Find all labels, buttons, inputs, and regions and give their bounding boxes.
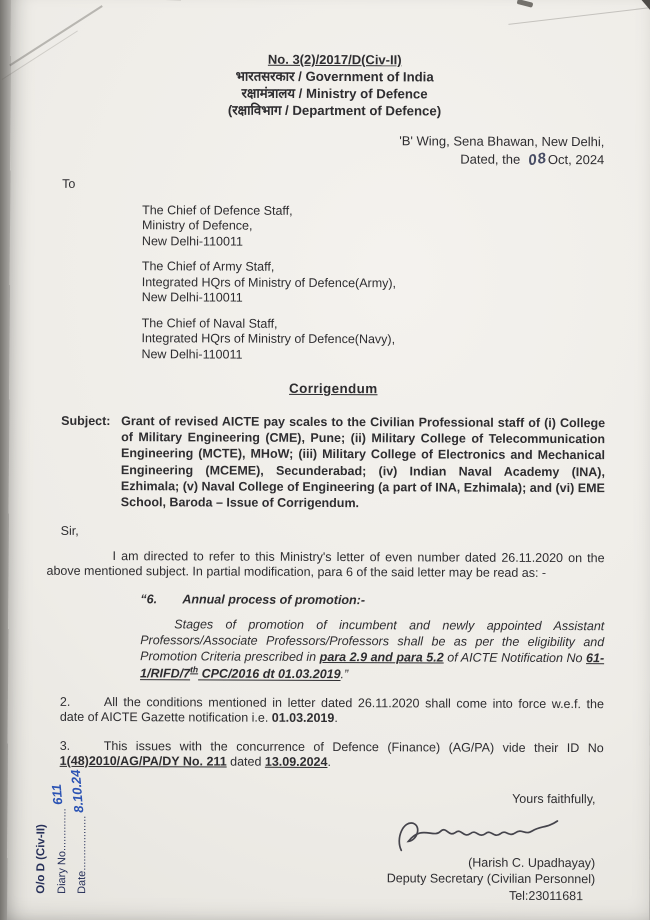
bold-date: 13.09.2024 [264, 754, 328, 770]
office-stamp [33, 764, 98, 894]
salutation: Sir, [60, 524, 79, 539]
handwritten-diary-number: 611 [48, 783, 66, 806]
place-date-block [62, 131, 606, 169]
signatory-designation: Deputy Secretary (Civilian Personnel) [386, 871, 596, 887]
recipient-line: Ministry of Defence, [141, 218, 253, 234]
quote-bold-ref-3: CPC/2016 dt 01.03.2019 [198, 667, 341, 682]
quote-text: Stages of promotion of incumbent and newly appointed Assistant Professors/Associate Professors/Professors shall be as per the eligibility and Promotion Criteria prescribed in [140, 617, 605, 665]
para-text: This issues with the concurrence of Defence (Finance) (AG/PA) vide their ID No [103, 738, 604, 755]
recipient-line: New Delhi-110011 [141, 290, 243, 305]
paragraph-1: I am directed to refer to this Ministry's letter of even number dated 26.11.2020 on the above mentioned subject. In partial modification, para 6 of the said letter may be read as: - [46, 549, 605, 581]
handwritten-date-day: 08 [526, 149, 549, 170]
bold-date: 01.03.2019 [271, 710, 335, 726]
stamp-date-line [67, 764, 92, 894]
recipient-block-army-staff [142, 260, 606, 309]
recipient-line: Integrated HQrs of Ministry of Defence(Army), [141, 275, 397, 291]
diary-dots: .............. [56, 808, 69, 852]
recipient-line: The Chief of Naval Staff, [141, 316, 278, 331]
date-prefix: Dated, the [460, 152, 521, 168]
quote-heading [140, 592, 604, 610]
recipient-line: New Delhi-110011 [141, 347, 243, 362]
valediction: Yours faithfully, [512, 791, 596, 806]
to-label: To [62, 177, 76, 192]
para-number: 2. [59, 694, 71, 709]
signature-scribble-icon [391, 808, 569, 859]
subject-block [61, 413, 605, 513]
quote-number: “6. [140, 592, 158, 607]
handwritten-stamp-date: 8.10.24 [67, 768, 87, 814]
letter-page [7, 0, 650, 920]
recipient-line: The Chief of Army Staff, [141, 259, 275, 275]
letter-content [7, 0, 650, 920]
stamp-date-label: Date [76, 870, 89, 894]
signature-block [59, 789, 603, 904]
heading-wrap [61, 380, 605, 399]
subject-text: Grant of revised AICTE pay scales to the Civilian Professional staff of (i) College of Military Engineering (CME), Pune; (ii) Military College of Telecommunication Engineering (MCTE), MHoW; (iii) Military College of Electronics and Mechanical Engineering (MCEME), Secunderabad; (iv) Indian Naval Academy (INA), Ezhimala; (v) Naval College of Engineering (a part of INA, Ezhimala); and (vi) EME School, Baroda – Issue of Corrigendum. [120, 414, 606, 511]
quote-bold-ref-1: para 2.9 and para 5.2 [319, 650, 444, 665]
reference-number: No. 3(2)/2017/D(Civ-II) [267, 51, 402, 68]
recipient-line: New Delhi-110011 [141, 234, 243, 249]
place-line: 'B' Wing, Sena Bhawan, New Delhi, [399, 132, 605, 149]
para-number: 3. [59, 738, 71, 753]
bold-id-number: 1(48)2010/AG/PA/DY No. 211 [59, 753, 227, 769]
quote-body [140, 617, 604, 684]
date-line [62, 148, 604, 169]
recipient-line: The Chief of Defence Staff, [142, 203, 293, 218]
signatory-phone: Tel:23011681 [508, 888, 584, 903]
quote-superscript: th [190, 664, 199, 675]
quote-bold-ref-2: 61-1/RIFD/7 [140, 651, 605, 682]
recipient-block-defence-staff [142, 203, 606, 252]
paragraph-3 [60, 738, 604, 771]
quote-title: Annual process of promotion:- [182, 592, 366, 608]
stamp-office-line: O/o D (Civ-II) [35, 824, 48, 894]
quote-text: .” [340, 667, 349, 682]
stamp-date-dots: .................. [76, 815, 89, 871]
diary-label: Diary No [55, 851, 69, 894]
quote-text: of AICTE Notification No [443, 650, 587, 666]
subject-label: Subject: [61, 413, 111, 429]
para-text: . [327, 755, 331, 770]
para-text: . [334, 711, 338, 726]
recipient-line: Integrated HQrs of Ministry of Defence(Navy), [141, 331, 396, 347]
para-text: dated [226, 754, 265, 769]
department-of-defence-line: (रक्षाविभाग / Department of Defence) [227, 102, 442, 119]
signatory-name: (Harish C. Upadhayay) [468, 855, 596, 870]
ministry-of-defence-line: रक्षामंत्रालय / Ministry of Defence [241, 85, 428, 102]
corrigendum-heading: Corrigendum [289, 381, 378, 397]
para-text: All the conditions mentioned in letter dated 26.11.2020 shall come into force w.e.f. the date of AICTE Gazette notification i.e. [59, 694, 604, 725]
govt-of-india-line: भारतसरकार / Government of India [235, 68, 434, 85]
paragraph-2 [60, 694, 604, 727]
recipient-block-naval-staff [141, 316, 605, 365]
quoted-para-block [140, 592, 604, 684]
date-suffix: Oct, 2024 [547, 152, 605, 168]
